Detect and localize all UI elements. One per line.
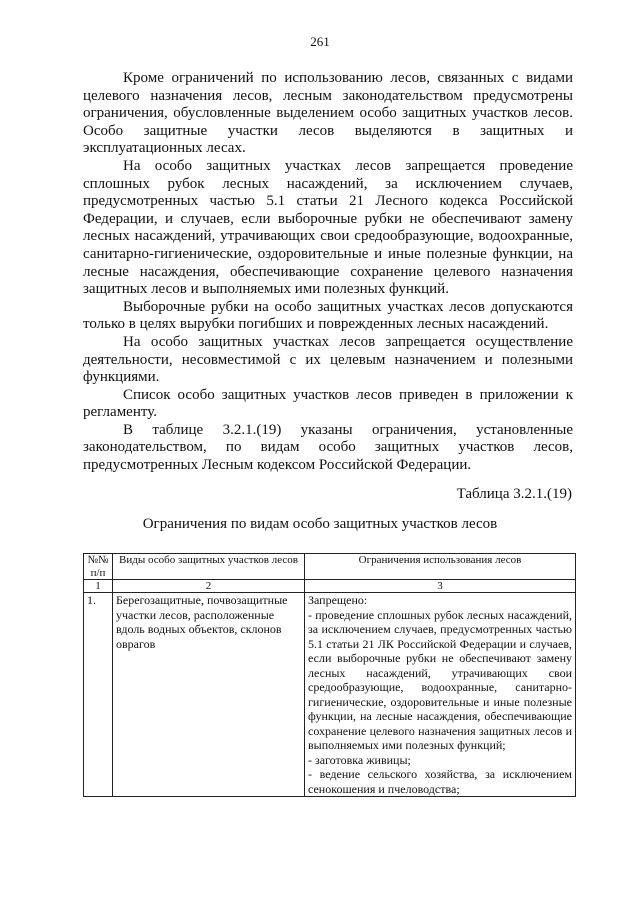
paragraph: На особо защитных участках лесов запрещается осуществление деятельности, несовместимой с их целевым назначением и полезными функциями. (83, 333, 573, 386)
paragraph: В таблице 3.2.1.(19) указаны ограничения, установленные законодательством, по видам особо защитных участков лесов, предусмотренных Лесным кодексом Российской Федерации. (83, 421, 573, 474)
header-number: №№ п/п (84, 554, 113, 580)
restrictions-cell (305, 593, 576, 797)
paragraph: Выборочные рубки на особо защитных участках лесов допускаются только в целях вырубки погибших и поврежденных лесных насаждений. (83, 298, 573, 333)
restriction-item: - проведение сплошных рубок лесных насаждений, за исключением случаев, предусмотренных частью 5.1 статьи 21 ЛК Российской Федерации и случаев, если выборочные рубки не обеспечивают замену лесных насаждений, утрачивающих свои средообразующие, водоохранные, санитарно-гигиенические, оздоровительные и иные полезные функции, на лесные насаждения, обеспечивающие сохранение целевого назначения защитных лесов и выполняемых ими полезных функций; (308, 607, 572, 752)
page-number: 261 (310, 34, 330, 49)
column-number: 3 (305, 580, 576, 593)
column-number: 1 (84, 580, 113, 593)
table-caption: Таблица 3.2.1.(19) (456, 486, 572, 502)
body-text (83, 70, 573, 475)
row-number: 1. (84, 593, 113, 797)
restriction-item: - заготовка живицы; (308, 752, 411, 767)
column-number: 2 (113, 580, 305, 593)
table-header-row (84, 554, 576, 580)
paragraph: На особо защитных участках лесов запрещается проведение сплошных рубок лесных насаждений, за исключением случаев, предусмотренных частью 5.1 статьи 21 Лесного кодекса Российской Федерации, и случаев, если выборочные рубки не обеспечивают замену лесных насаждений, утрачивающих свои средообразующие, водоохранные, санитарно-гигиенические, оздоровительные и иные полезные функции, на лесные насаждения, обеспечивающие сохранение целевого назначения защитных лесов и выполняемых ими полезных функций. (83, 157, 573, 298)
paragraph: Список особо защитных участков лесов приведен в приложении к регламенту. (83, 386, 573, 421)
table-row (84, 593, 576, 797)
restrictions-intro: Запрещено: (308, 593, 368, 607)
paragraph: Кроме ограничений по использованию лесов, связанных с видами целевого назначения лесов, лесным законодательством предусмотрены ограничения, обусловленные выделением особо защитных участков лесов. Особо защитные участки лесов выделяются в защитных и эксплуатационных лесах. (83, 70, 573, 157)
forest-area-type: Берегозащитные, почвозащитные участки лесов, расположенные вдоль водных объектов, склонов оврагов (113, 593, 305, 797)
header-type: Виды особо защитных участков лесов (113, 554, 305, 580)
column-number-row (84, 580, 576, 593)
restrictions-table (83, 553, 576, 797)
table-title: Ограничения по видам особо защитных участков лесов (142, 516, 498, 532)
restriction-item: - ведение сельского хозяйства, за исключением сенокошения и пчеловодства; (308, 767, 572, 796)
header-restrictions: Ограничения использования лесов (305, 554, 576, 580)
